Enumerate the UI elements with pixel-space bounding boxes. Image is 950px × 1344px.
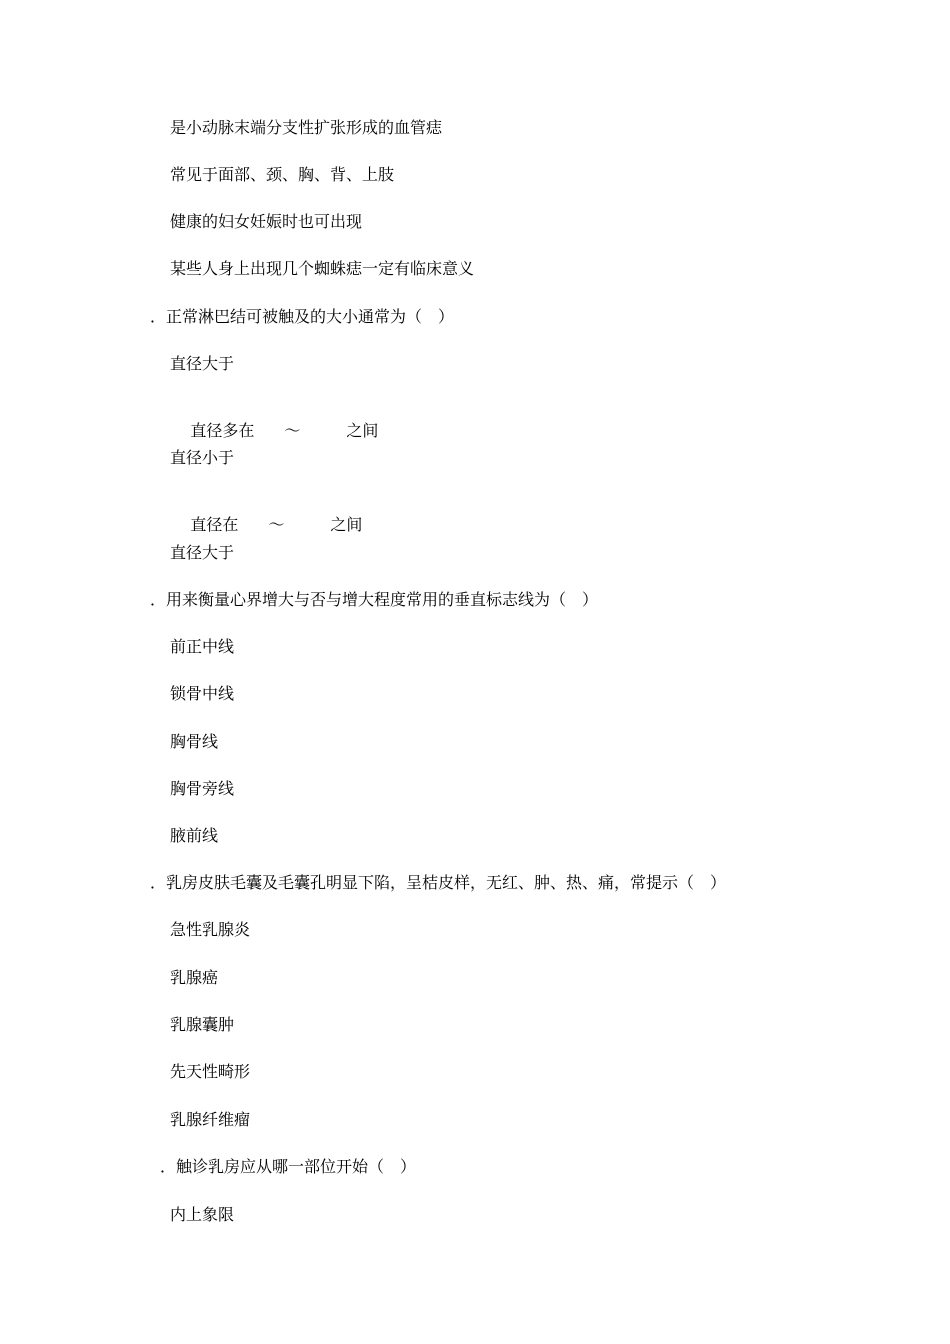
question-lymph-node: ．正常淋巴结可被触及的大小通常为（ ） [150,307,455,326]
option-range-suffix: 之间 [330,515,363,534]
question-breast-palpation: ．触诊乳房应从哪一部位开始（ ） [160,1157,417,1176]
option-text: 前正中线 [170,637,235,656]
question-breast-skin: ．乳房皮肤毛囊及毛囊孔明显下陷，呈桔皮样，无红、肿、热、痛，常提示（ ） [150,873,727,892]
option-text: 某些人身上出现几个蜘蛛痣一定有临床意义 [170,259,475,278]
option-range-prefix: 直径在 [190,515,239,534]
option-text: 直径小于 [170,448,235,467]
option-text: 常见于面部、颈、胸、背、上肢 [170,165,395,184]
tilde-symbol: ～ [268,515,285,534]
option-range-prefix: 直径多在 [190,421,255,440]
option-text: 内上象限 [170,1205,235,1224]
option-text: 是小动脉末端分支性扩张形成的血管痣 [170,118,443,137]
option-range-suffix: 之间 [346,421,379,440]
option-text: 急性乳腺炎 [170,920,251,939]
question-heart-border: ．用来衡量心界增大与否与增大程度常用的垂直标志线为（ ） [150,590,599,609]
option-text: 乳腺纤维瘤 [170,1110,251,1129]
option-text: 乳腺囊肿 [170,1015,235,1034]
option-text: 乳腺癌 [170,968,219,987]
option-text: 锁骨中线 [170,684,235,703]
option-text: 先天性畸形 [170,1062,251,1081]
option-text: 腋前线 [170,826,219,845]
option-text: 胸骨旁线 [170,779,235,798]
option-text: 直径大于 [170,354,235,373]
option-text: 胸骨线 [170,732,219,751]
option-text: 健康的妇女妊娠时也可出现 [170,212,363,231]
tilde-symbol: ～ [284,421,301,440]
option-text: 直径大于 [170,543,235,562]
